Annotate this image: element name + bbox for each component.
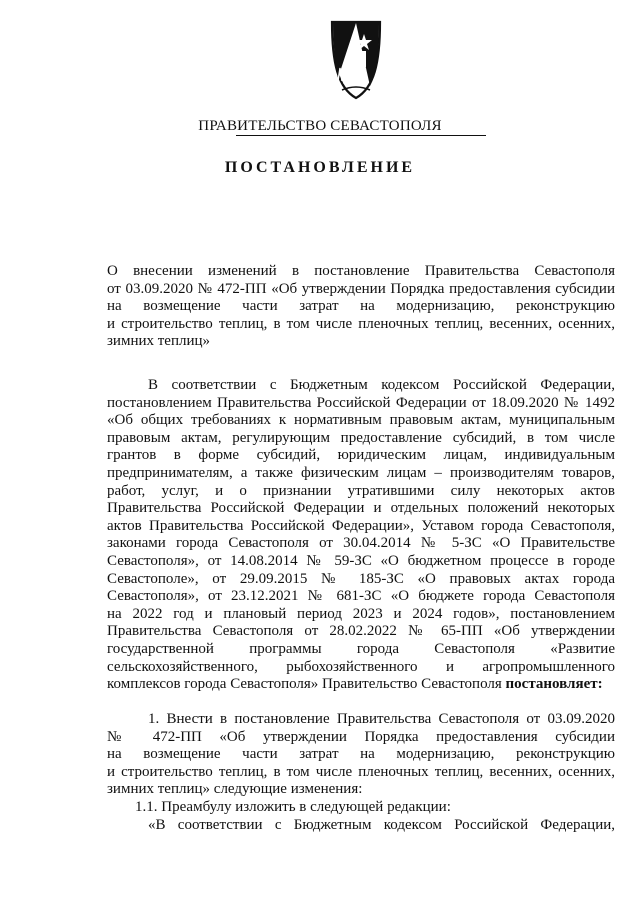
title-line: и строительство теплиц, в том числе пленочных теплиц, весенних, осенних, — [107, 315, 615, 332]
title-line: О внесении изменений в постановление Правительства Севастополя — [107, 263, 615, 279]
preamble-last-text: комплексов города Севастополя» Правительство Севастополя — [107, 676, 506, 693]
preamble-line: законами города Севастополя от 30.04.2014 № 5-ЗС «О Правительстве — [107, 535, 615, 552]
preamble-line: правовым актам, регулирующим предоставление субсидий, в том числе — [107, 429, 615, 446]
resolves-word: постановляет: — [505, 676, 603, 693]
sevastopol-coat-of-arms-icon — [326, 18, 386, 102]
preamble-line: предпринимателям, а также физическим лицам – производителям товаров, — [107, 464, 615, 481]
preamble-line: грантов в форме субсидий, юридическим лицам, индивидуальным — [107, 447, 615, 464]
government-name: ПРАВИТЕЛЬСТВО СЕВАСТОПОЛЯ — [198, 118, 442, 134]
quoted-preamble-line: «В соответствии с Бюджетным кодексом Российской Федерации, — [148, 816, 615, 833]
title-line: на возмещение части затрат на модернизацию, реконструкцию — [107, 298, 615, 315]
item-line: на возмещение части затрат на модернизацию, реконструкцию — [107, 746, 615, 763]
preamble-line: Севастополе», от 29.09.2015 № 185-ЗС «О правовых актах города — [107, 570, 615, 587]
preamble-line: работ, услуг, и о признании утратившими силу некоторых актов — [107, 482, 615, 499]
preamble-line — [107, 676, 615, 694]
preamble-line: Правительства Российской Федерации и отдельных положений некоторых — [107, 500, 615, 517]
government-underline — [236, 135, 486, 136]
item-1-1: 1.1. Преамбулу изложить в следующей редакции: — [135, 798, 451, 815]
preamble-line: Севастополя», от 23.12.2021 № 681-ЗС «О бюджете города Севастополя — [107, 588, 615, 605]
preamble-line: на 2022 год и плановый период 2023 и 2024 годов», постановлением — [107, 605, 615, 622]
preamble-line: Севастополя», от 14.08.2014 № 59-ЗС «О бюджетном процессе в городе — [107, 552, 615, 569]
preamble-line: актов Правительства Российской Федерации», Уставом города Севастополя, — [107, 517, 615, 534]
preamble-line: сельскохозяйственного, рыбохозяйственного и агропромышленного — [107, 658, 615, 675]
preamble-line: постановлением Правительства Российской Федерации от 18.09.2020 № 1492 — [107, 394, 615, 411]
title-line: от 03.09.2020 № 472-ПП «Об утверждении Порядка предоставления субсидии — [107, 280, 615, 297]
item-line: 1. Внести в постановление Правительства Севастополя от 03.09.2020 — [148, 711, 615, 727]
preamble-line: Правительства Севастополя от 28.02.2022 № 65-ПП «Об утверждении — [107, 623, 615, 640]
document-type: ПОСТАНОВЛЕНИЕ — [224, 159, 416, 176]
item-line: зимних теплиц» следующие изменения: — [107, 781, 363, 798]
preamble-line: «Об общих требованиях к нормативным правовым актам, муниципальным — [107, 412, 615, 429]
preamble-line: государственной программы города Севастополя «Развитие — [107, 640, 615, 657]
title-line: зимних теплиц» — [107, 333, 211, 350]
item-line: № 472-ПП «Об утверждении Порядка предоставления субсидии — [107, 728, 615, 745]
item-line: и строительство теплиц, в том числе пленочных теплиц, весенних, осенних, — [107, 763, 615, 780]
item-1 — [107, 711, 615, 834]
preamble-line: В соответствии с Бюджетным кодексом Российской Федерации, — [148, 377, 615, 393]
preamble — [107, 377, 615, 694]
decree-title — [107, 263, 615, 351]
